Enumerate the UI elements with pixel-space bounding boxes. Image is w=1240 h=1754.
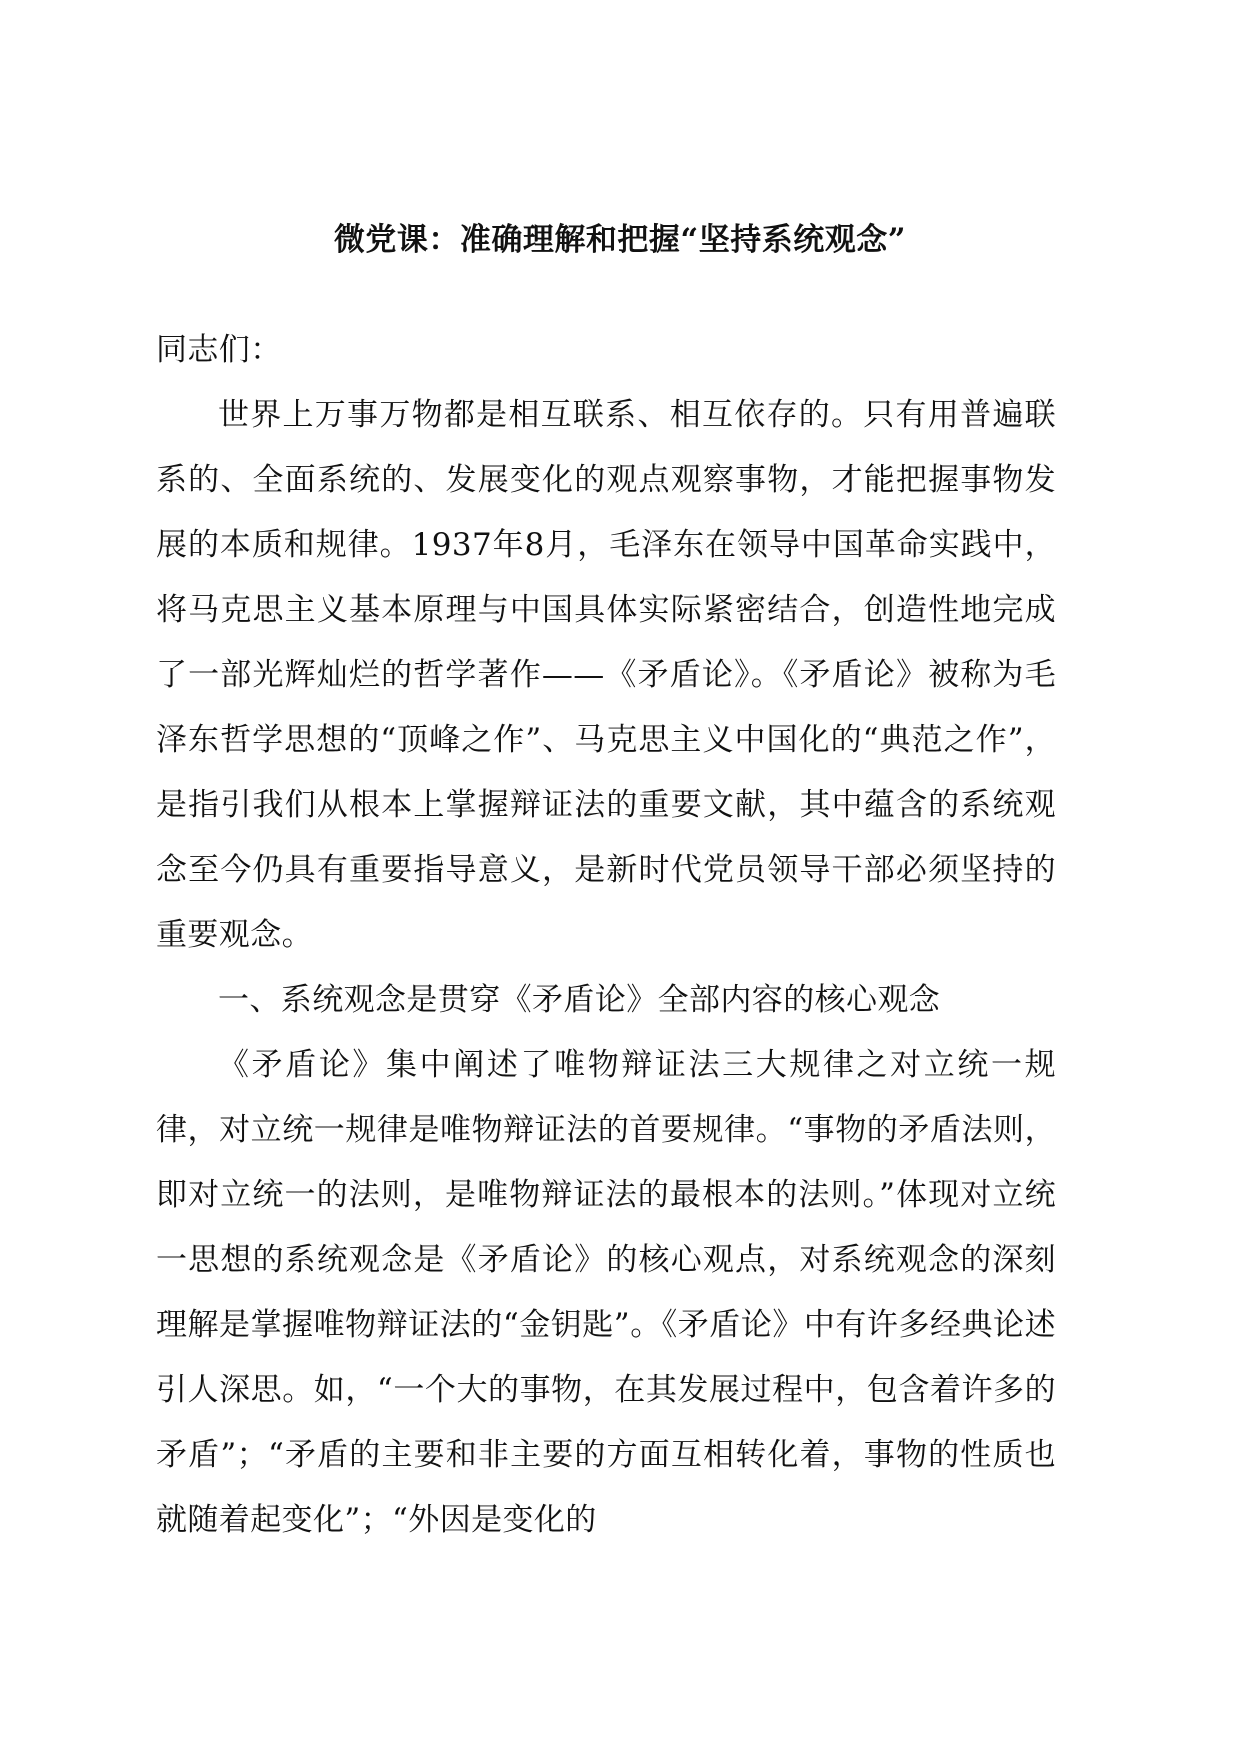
document-title: 微党课：准确理解和把握“坚持系统观念” — [333, 222, 907, 258]
document-body — [156, 318, 1056, 1553]
paragraph-intro: 世界上万事万物都是相互联系、相互依存的。只有用普遍联系的、全面系统的、发展变化的观点观察事物，才能把握事物发展的本质和规律。1937年8月，毛泽东在领导中国革命实践中，将马克思主义基本原理与中国具体实际紧密结合，创造性地完成了一部光辉灿烂的哲学著作——《矛盾论》。《矛盾论》被称为毛泽东哲学思想的“顶峰之作”、马克思主义中国化的“典范之作”，是指引我们从根本上掌握辩证法的重要文献，其中蕴含的系统观念至今仍具有重要指导意义，是新时代党员领导干部必须坚持的重要观念。 — [156, 397, 1056, 953]
paragraph-section-1: 《矛盾论》集中阐述了唯物辩证法三大规律之对立统一规律，对立统一规律是唯物辩证法的首要规律。“事物的矛盾法则，即对立统一的法则，是唯物辩证法的最根本的法则。”体现对立统一思想的系统观念是《矛盾论》的核心观点，对系统观念的深刻理解是掌握唯物辩证法的“金钥匙”。《矛盾论》中有许多经典论述引人深思。如，“一个大的事物，在其发展过程中，包含着许多的矛盾”；“矛盾的主要和非主要的方面互相转化着，事物的性质也就随着起变化”；“外因是变化的 — [156, 1047, 1056, 1538]
section-heading-1: 一、系统观念是贯穿《矛盾论》全部内容的核心观念 — [218, 982, 941, 1018]
salutation: 同志们： — [156, 332, 282, 368]
